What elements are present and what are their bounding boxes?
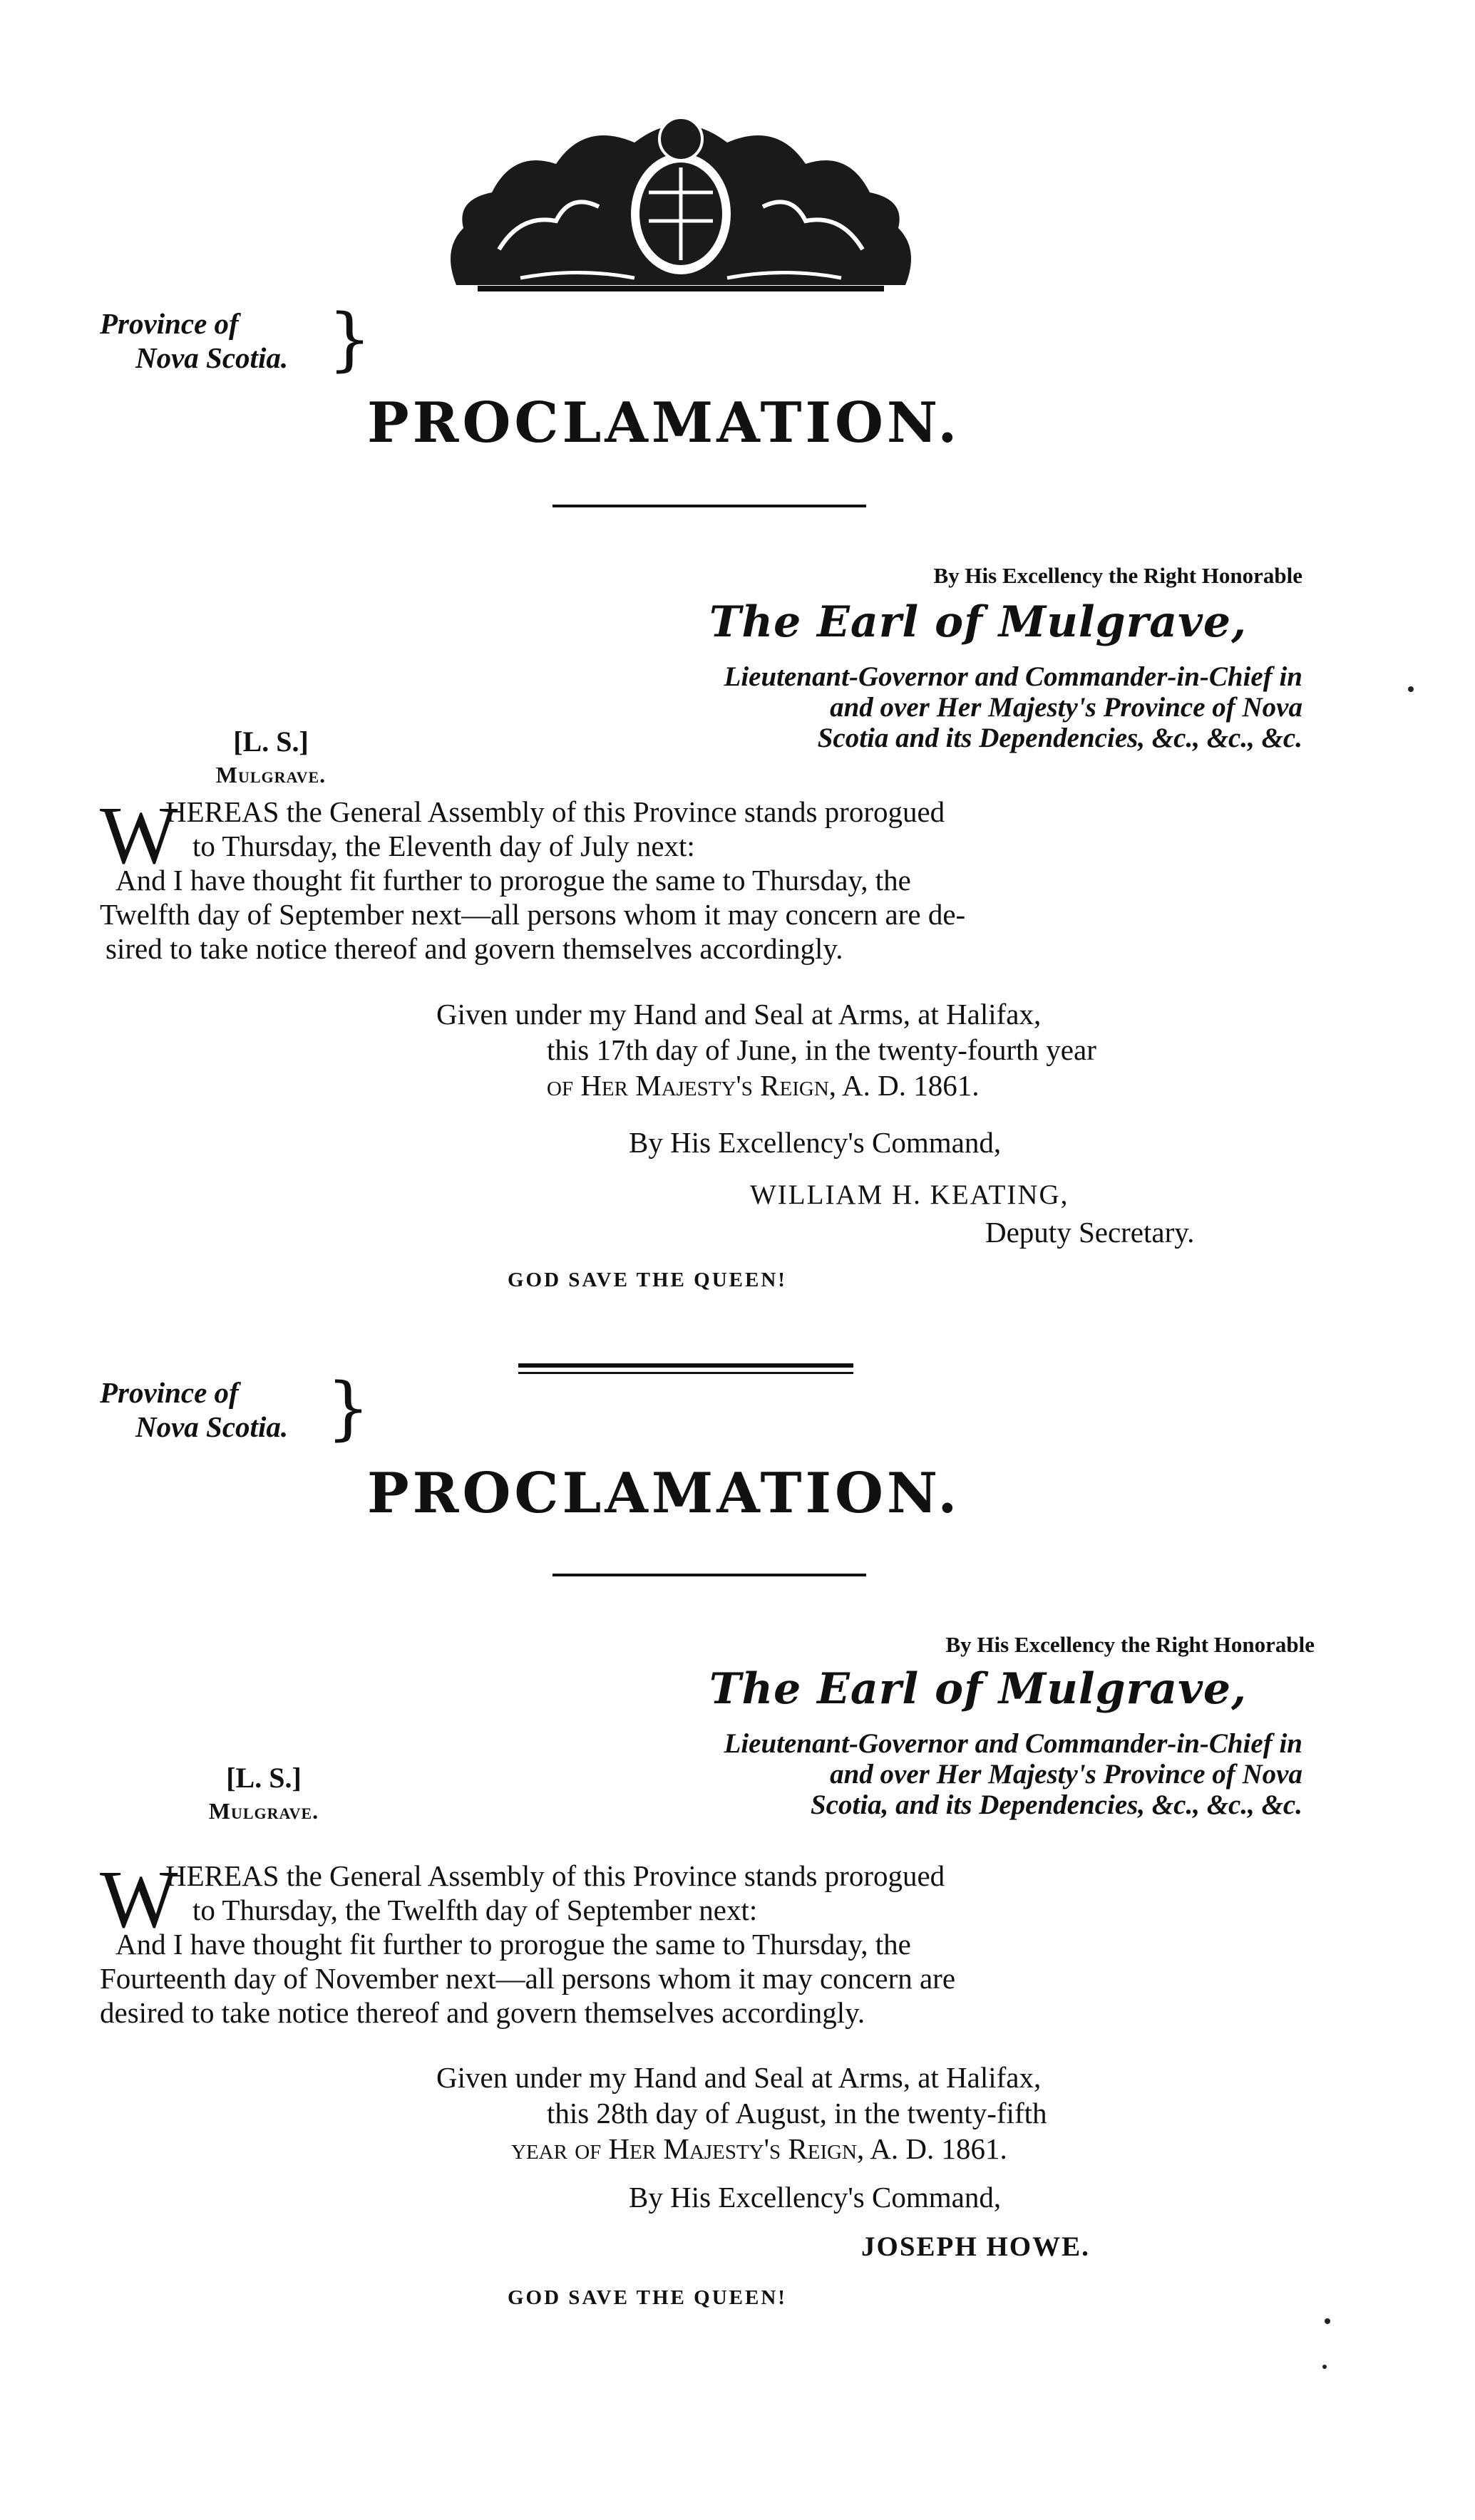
given-block: Given under my Hand and Seal at Arms, at Halifax, this 17th day of June, in the twenty-fourth year of Her Majesty's Reign, A. D. 1861. [436, 998, 1096, 1102]
closing-line: GOD SAVE THE QUEEN! [508, 2286, 787, 2309]
given-block: Given under my Hand and Seal at Arms, at Halifax, this 28th day of August, in the twenty-fifth year of Her Majesty's Reign, A. D. 1861. [436, 2061, 1047, 2165]
by-line: By His Excellency the Right Honorable [945, 1632, 1315, 1657]
secretary-name: JOSEPH HOWE. [861, 2231, 1090, 2262]
by-line: By His Excellency the Right Honorable [933, 563, 1302, 588]
seal-block: [L. S.] Mulgrave. [215, 725, 327, 788]
section-separator [518, 1363, 853, 1368]
proclamation-body: W HEREAS the General Assembly of this Province stands prorogued to Thursday, the Eleventh day of July next: And I have thought fit further to prorogue the same to Thursday, the Twelfth day of September next—all persons whom it may concern are de- sired to take notice thereof and govern themselves accordingly. [100, 790, 966, 965]
secretary-name: WILLIAM H. KEATING, [750, 1179, 1069, 1210]
royal-coat-of-arms-icon [435, 107, 927, 299]
divider [553, 1574, 866, 1576]
office-title: Lieutenant-Governor and Commander-in-Chief in and over Her Majesty's Province of Nova Scotia and its Dependencies, &c., &c., &c. [724, 661, 1302, 753]
province-label: Province of Nova Scotia. [100, 307, 289, 374]
proclamation-title: PROCLAMATION. [367, 391, 961, 455]
secretary-title: Deputy Secretary. [985, 1216, 1195, 1249]
print-speck [1408, 686, 1414, 692]
divider [553, 505, 866, 507]
print-speck [1322, 2365, 1327, 2369]
proclamation-title: PROCLAMATION. [367, 1461, 961, 1526]
command-line: By His Excellency's Command, [629, 2181, 1002, 2214]
drop-cap: W [100, 1854, 178, 1946]
proclamation-body: W HEREAS the General Assembly of this Province stands prorogued to Thursday, the Twelfth day of September next: And I have thought fit further to prorogue the same to Thursday, the Fourteenth day of November next—all persons whom it may concern are desired to take notice thereof and govern themselves accordingly. [100, 1854, 956, 2029]
seal-block: [L. S.] Mulgrave. [208, 1762, 319, 1824]
section-separator-thin [518, 1372, 853, 1374]
drop-cap: W [100, 790, 178, 882]
brace-icon: } [328, 299, 372, 379]
command-line: By His Excellency's Command, [629, 1126, 1002, 1159]
office-title: Lieutenant-Governor and Commander-in-Chief in and over Her Majesty's Province of Nova Scotia, and its Dependencies, &c., &c., &c. [724, 1728, 1302, 1820]
print-speck [1325, 2318, 1330, 2324]
earl-name: The Earl of Mulgrave, [709, 1664, 1247, 1714]
brace-icon: } [327, 1368, 371, 1448]
closing-line: GOD SAVE THE QUEEN! [508, 1269, 787, 1291]
earl-name: The Earl of Mulgrave, [709, 597, 1247, 647]
province-label: Province of Nova Scotia. [100, 1376, 289, 1443]
